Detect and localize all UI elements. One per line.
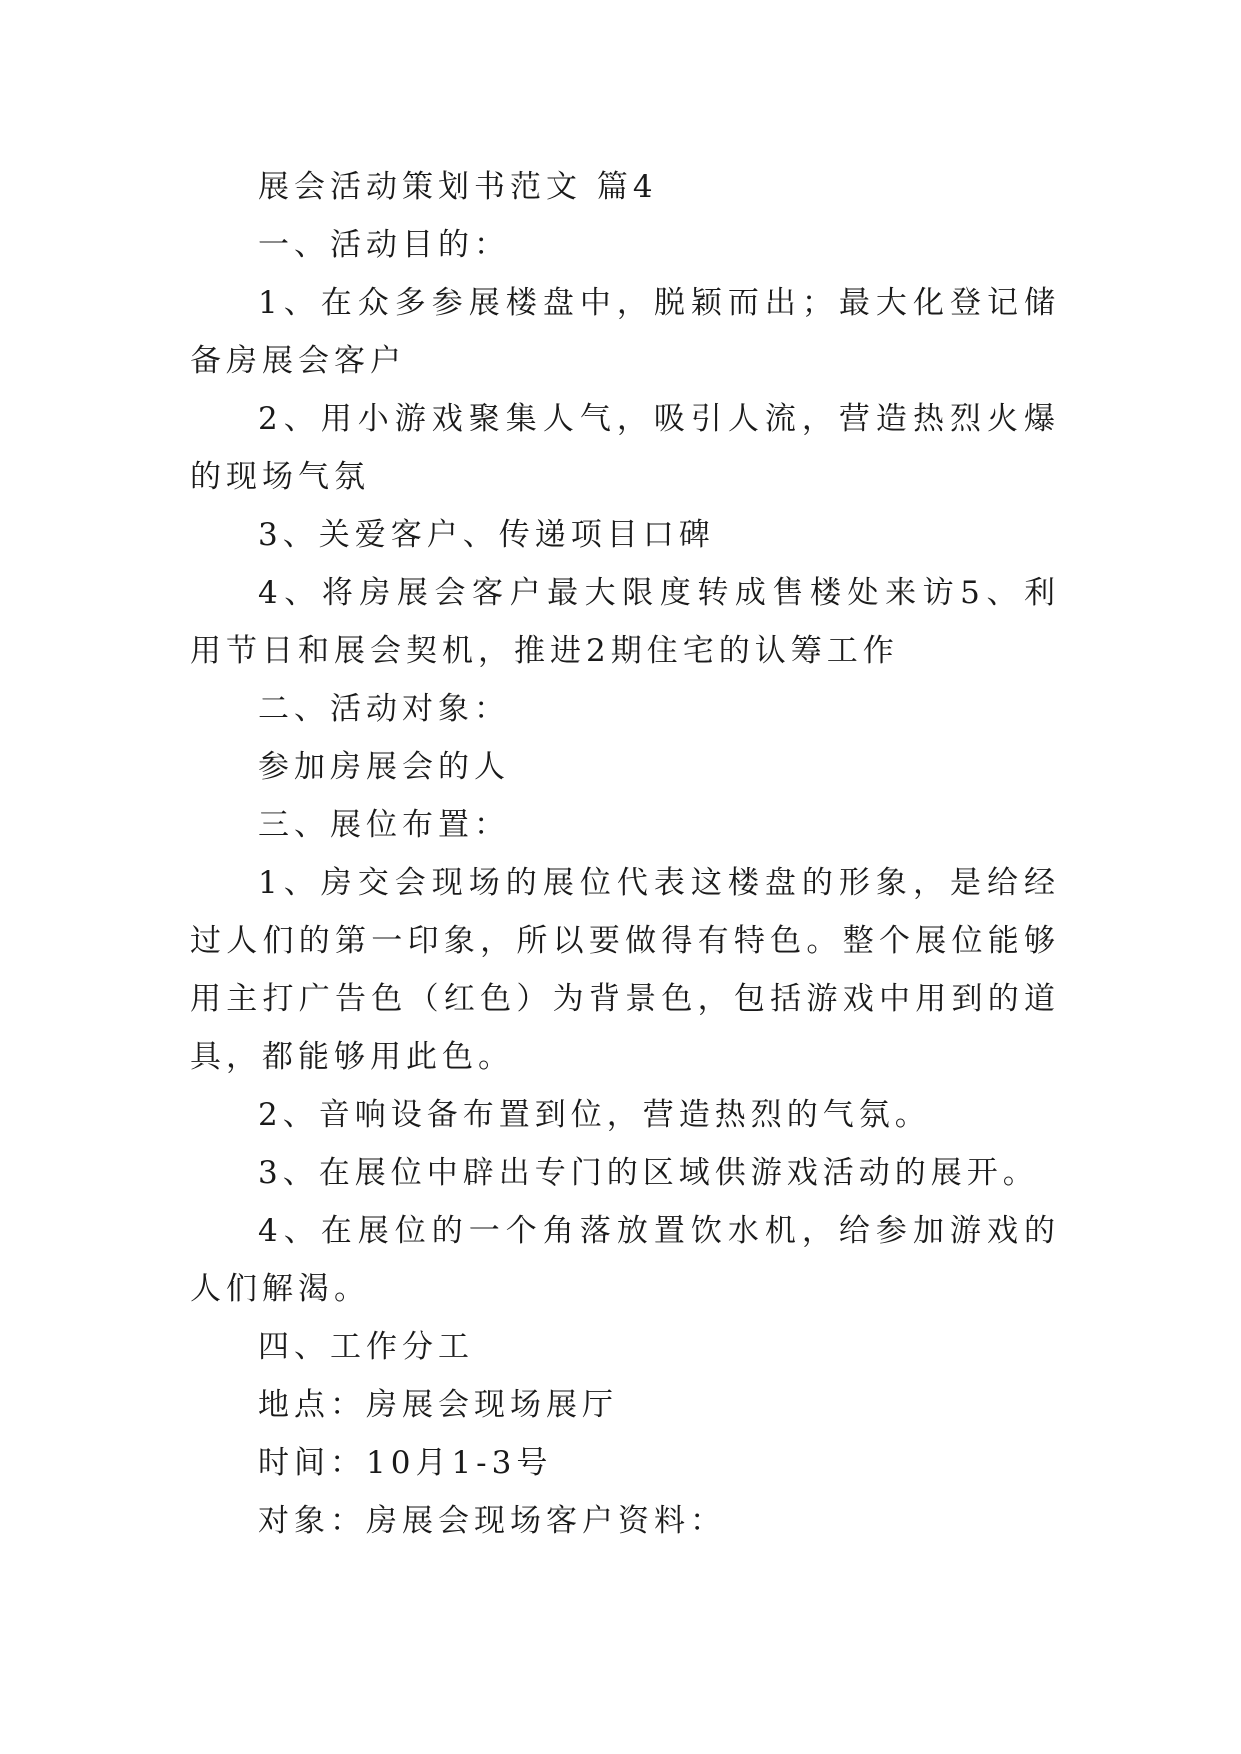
section-heading-booth: 三、展位布置：: [258, 807, 510, 843]
paragraph: 1、在众多参展楼盘中，脱颖而出；最大化登记储备房展会客户: [190, 285, 1060, 379]
paragraph: 地点：房展会现场展厅: [258, 1387, 618, 1423]
paragraph: 3、在展位中辟出专门的区域供游戏活动的展开。: [258, 1155, 1039, 1191]
paragraph: 2、音响设备布置到位，营造热烈的气氛。: [258, 1097, 931, 1133]
paragraph: 参加房展会的人: [258, 749, 510, 785]
paragraph: 时间：10月1-3号: [258, 1445, 553, 1481]
section-heading-division: 四、工作分工: [258, 1329, 474, 1365]
section-heading-purpose: 一、活动目的：: [258, 227, 510, 263]
document-title: 展会活动策划书范文 篇4: [258, 169, 658, 205]
paragraph: 1、房交会现场的展位代表这楼盘的形象，是给经过人们的第一印象，所以要做得有特色。整个展位能够用主打广告色（红色）为背景色，包括游戏中用到的道具，都能够用此色。: [190, 865, 1060, 1075]
paragraph: 对象：房展会现场客户资料：: [258, 1503, 726, 1539]
section-heading-audience: 二、活动对象：: [258, 691, 510, 727]
paragraph: 4、在展位的一个角落放置饮水机，给参加游戏的人们解渴。: [190, 1213, 1060, 1307]
paragraph: 3、关爱客户、传递项目口碑: [258, 517, 715, 553]
document-body: [190, 158, 1060, 1550]
paragraph: 4、将房展会客户最大限度转成售楼处来访5、利用节日和展会契机，推进2期住宅的认筹工作: [190, 575, 1060, 669]
paragraph: 2、用小游戏聚集人气，吸引人流，营造热烈火爆的现场气氛: [190, 401, 1060, 495]
